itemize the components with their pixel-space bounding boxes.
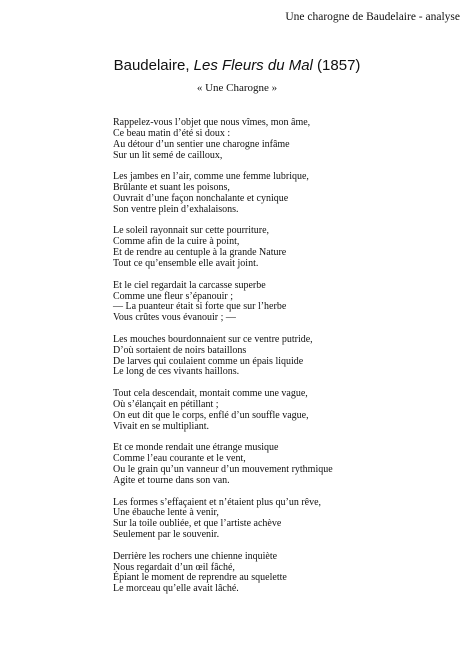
title-year: (1857): [312, 57, 361, 74]
verse-line: Tout cela descendait, montait comme une vague,: [113, 388, 308, 400]
verse-line: Brûlante et suant les poisons,: [113, 182, 230, 194]
verse-line: Derrière les rochers une chienne inquiète: [113, 550, 278, 562]
verse-line: Le long de ces vivants haillons.: [113, 366, 240, 378]
verse-line: Et de rendre au centuple à la grande Nature: [113, 247, 287, 259]
stanza: [113, 172, 453, 215]
verse-line: Seulement par le souvenir.: [113, 529, 220, 541]
stanza: [113, 118, 453, 161]
verse-line: — La puanteur était si forte que sur l’herbe: [113, 301, 287, 313]
verse-line: Sur un lit semé de cailloux,: [113, 149, 223, 161]
stanza: [113, 498, 453, 541]
verse-line: Et le ciel regardait la carcasse superbe: [113, 279, 266, 291]
verse-line: Au détour d’un sentier une charogne infâme: [113, 138, 290, 150]
page-title: [0, 57, 474, 75]
stanza: [113, 443, 453, 486]
verse-line: Comme afin de la cuire à point,: [113, 236, 240, 248]
verse-line: Les formes s’effaçaient et n’étaient plus qu’un rêve,: [113, 496, 322, 508]
verse-line: Tout ce qu’ensemble elle avait joint.: [113, 257, 259, 269]
stanza: [113, 335, 453, 378]
title-author: Baudelaire,: [113, 57, 194, 74]
stanza: [113, 389, 453, 432]
verse-line: Ou le grain qu’un vanneur d’un mouvement rythmique: [113, 464, 333, 475]
verse-line: Sur la toile oubliée, et que l’artiste achève: [113, 518, 282, 530]
verse-line: Rappelez-vous l’objet que nous vîmes, mon âme,: [113, 117, 311, 128]
poem-title: « Une Charogne »: [196, 82, 278, 94]
verse-line: Ouvrait d’une façon nonchalante et cynique: [113, 192, 289, 204]
verse-line: De larves qui coulaient comme un épais liquide: [113, 355, 304, 367]
verse-line: Le morceau qu’elle avait lâché.: [113, 583, 239, 595]
stanza: [113, 281, 453, 324]
verse-line: Où s’élançait en pétillant ;: [113, 398, 219, 410]
verse-line: On eut dit que le corps, enflé d’un souffle vague,: [113, 409, 309, 421]
verse-line: Les jambes en l’air, comme une femme lubrique,: [113, 171, 309, 183]
verse-line: Agite et tourne dans son van.: [113, 474, 230, 486]
verse-line: Ce beau matin d’été si doux :: [113, 127, 231, 139]
verse-line: Le soleil rayonnait sur cette pourriture,: [113, 225, 270, 237]
verse-line: Une ébauche lente à venir,: [113, 507, 219, 519]
verse-line: Comme une fleur s’épanouir ;: [113, 290, 233, 302]
verse-line: Vivait en se multipliant.: [113, 420, 210, 432]
verse-line: Épiant le moment de reprendre au squelette: [113, 572, 287, 584]
stanza: [113, 226, 453, 269]
poem-body: [113, 118, 453, 606]
verse-line: Les mouches bourdonnaient sur ce ventre putride,: [113, 333, 313, 345]
verse-line: Et ce monde rendait une étrange musique: [113, 442, 279, 454]
verse-line: Son ventre plein d’exhalaisons.: [113, 203, 239, 215]
verse-line: Vous crûtes vous évanouir ; —: [113, 312, 236, 324]
verse-line: Comme l’eau courante et le vent,: [113, 453, 246, 465]
running-header: Une charogne de Baudelaire - analyse: [285, 11, 460, 23]
verse-line: Nous regardait d’un œil fâché,: [113, 561, 235, 573]
stanza: [113, 552, 453, 595]
title-work: Les Fleurs du Mal: [193, 57, 313, 74]
verse-line: D’où sortaient de noirs bataillons: [113, 344, 247, 356]
